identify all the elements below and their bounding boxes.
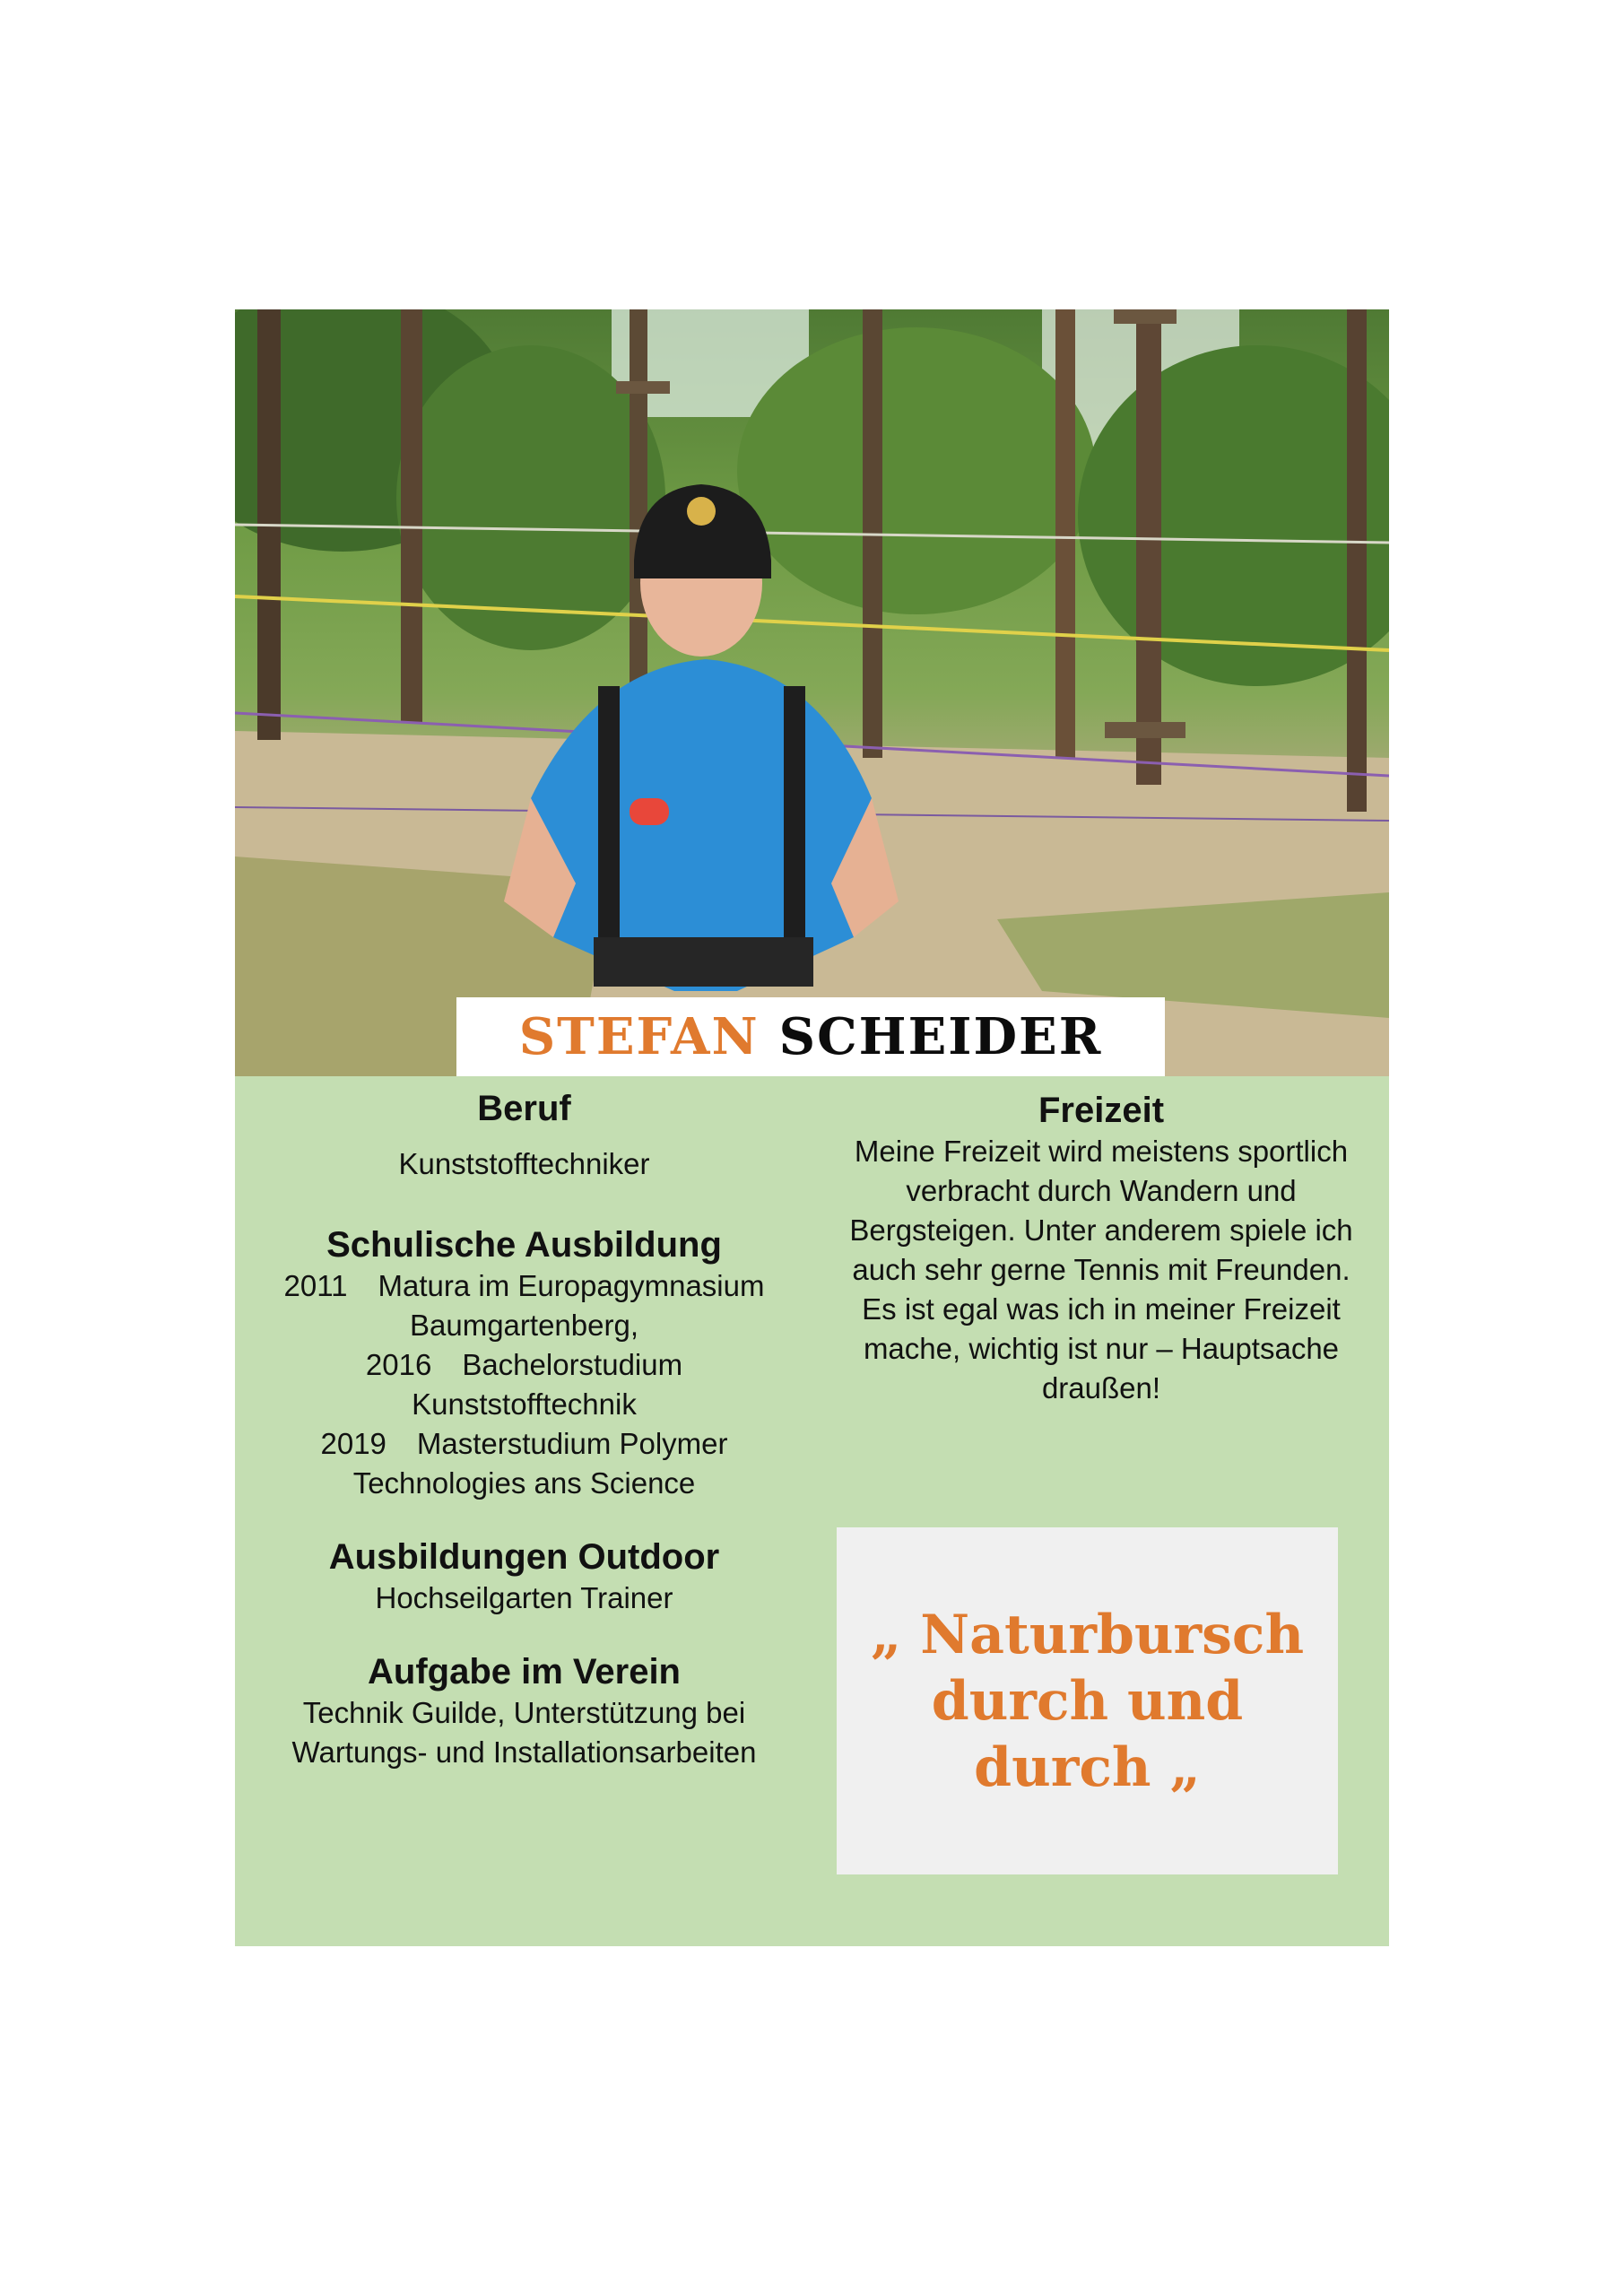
- outdoor-text: Hochseilgarten Trainer: [375, 1581, 673, 1614]
- freizeit-line: Es ist egal was ich in meiner Freizeit: [862, 1292, 1341, 1326]
- freizeit-line: verbracht durch Wandern und: [906, 1174, 1297, 1207]
- schule-heading: Schulische Ausbildung: [326, 1225, 722, 1265]
- quote-line: durch und: [931, 1669, 1244, 1733]
- profile-card: [235, 309, 1389, 1946]
- schule-list: [235, 1266, 813, 1503]
- schule-line: Matura im Europagymnasium: [378, 1269, 765, 1302]
- info-panel: [235, 1076, 1389, 1946]
- quote-line: durch „: [974, 1735, 1201, 1799]
- freizeit-line: mache, wichtig ist nur – Hauptsache: [863, 1332, 1340, 1365]
- verein-text-line: Wartungs- und Installationsarbeiten: [291, 1735, 757, 1769]
- freizeit-heading: Freizeit: [1038, 1091, 1165, 1130]
- name-banner: [456, 997, 1165, 1076]
- freizeit-line: draußen!: [1041, 1371, 1161, 1405]
- freizeit-line: auch sehr gerne Tennis mit Freunden.: [852, 1253, 1350, 1286]
- portrait-photo: [235, 309, 1389, 1076]
- schule-year: 2019: [320, 1427, 386, 1460]
- right-column: [813, 1076, 1389, 1408]
- schule-year: 2016: [365, 1348, 432, 1381]
- verein-heading: Aufgabe im Verein: [368, 1652, 681, 1692]
- schule-entry: [235, 1345, 813, 1385]
- left-column: [235, 1076, 813, 1772]
- schule-line: Baumgartenberg,: [410, 1309, 638, 1342]
- quote-text: [864, 1602, 1312, 1801]
- beruf-text: Kunststofftechniker: [398, 1147, 650, 1180]
- schule-line: Technologies ans Science: [352, 1466, 696, 1500]
- schule-entry: [235, 1424, 813, 1464]
- freizeit-line: Meine Freizeit wird meistens sportlich: [854, 1135, 1349, 1168]
- outdoor-heading: Ausbildungen Outdoor: [328, 1537, 720, 1577]
- schule-line: Bachelorstudium: [462, 1348, 683, 1381]
- first-name: STEFAN: [518, 1007, 760, 1066]
- quote-box: [837, 1527, 1338, 1874]
- beruf-heading: Beruf: [477, 1089, 571, 1128]
- schule-line: Kunststofftechnik: [412, 1387, 637, 1421]
- schule-entry: [235, 1266, 813, 1306]
- forest-scene-illustration: [235, 309, 1389, 1076]
- freizeit-text: [813, 1132, 1389, 1408]
- freizeit-line: Bergsteigen. Unter anderem spiele ich: [849, 1213, 1353, 1247]
- schule-line: Masterstudium Polymer: [416, 1427, 728, 1460]
- schule-year: 2011: [283, 1269, 348, 1302]
- last-name: SCHEIDER: [778, 1007, 1103, 1066]
- quote-line: „ Naturbursch: [870, 1603, 1305, 1666]
- verein-text-line: Technik Guilde, Unterstützung bei: [302, 1696, 746, 1729]
